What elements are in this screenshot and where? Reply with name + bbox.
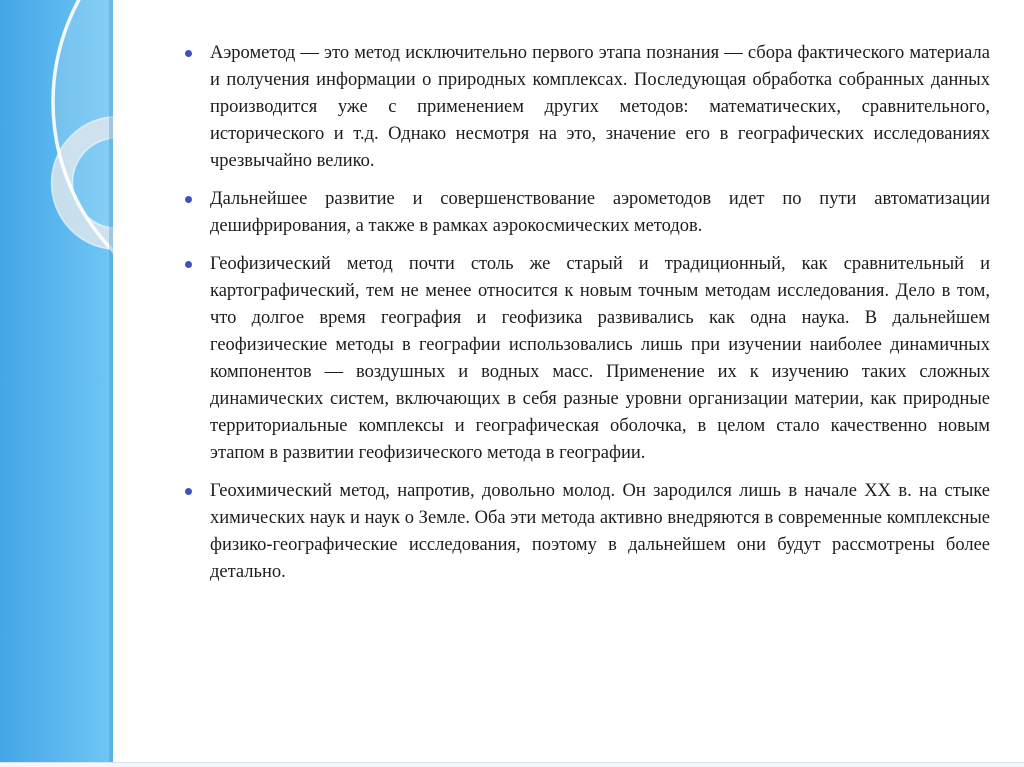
bottom-strip: [0, 762, 1024, 767]
sidebar-circles-graphic: [0, 0, 113, 762]
bullet-item: [183, 40, 990, 175]
bullet-list: [183, 40, 990, 586]
slide-body: [113, 0, 1024, 762]
bullet-text: Аэрометод — это метод исключительно первого этапа познания — сбора фактического материала и получения информации о природных комплексах. Последующая обработка собранных данных производится уже с применением других методов: математических, сравнительного, исторического и т.д. Однако несмотря на это, значение его в географических исследованиях чрезвычайно велико.: [210, 43, 990, 171]
bullet-text: Геохимический метод, напротив, довольно молод. Он зародился лишь в начале XX в. на стыке химических наук и наук о Земле. Оба эти метода активно внедряются в современные комплексные физико-географические исследования, поэтому в дальнейшем они будут рассмотрены более детально.: [210, 481, 990, 582]
bullet-marker: [185, 196, 192, 203]
bullet-marker: [185, 50, 192, 57]
bullet-text: Дальнейшее развитие и совершенствование аэрометодов идет по пути автоматизации дешифрирования, а также в рамках аэрокосмических методов.: [210, 189, 990, 236]
bullet-marker: [185, 261, 192, 268]
bullet-item: [183, 251, 990, 467]
bullet-item: [183, 186, 990, 240]
bullet-marker: [185, 488, 192, 495]
bullet-item: [183, 478, 990, 586]
decorative-sidebar: [0, 0, 113, 762]
bullet-text: Геофизический метод почти столь же старый и традиционный, как сравнительный и картографический, тем не менее относится к новым точным методам исследования. Дело в том, что долгое время география и геофизика развивались как одна наука. В дальнейшем геофизические методы в географии использовались лишь при изучении наиболее динамичных компонентов — воздушных и водных масс. Применение их к изучению таких сложных динамических систем, включающих в себя разные уровни организации материи, как природные территориальные комплексы и географическая оболочка, в целом стало качественно новым этапом в развитии геофизического метода в географии.: [210, 254, 990, 463]
